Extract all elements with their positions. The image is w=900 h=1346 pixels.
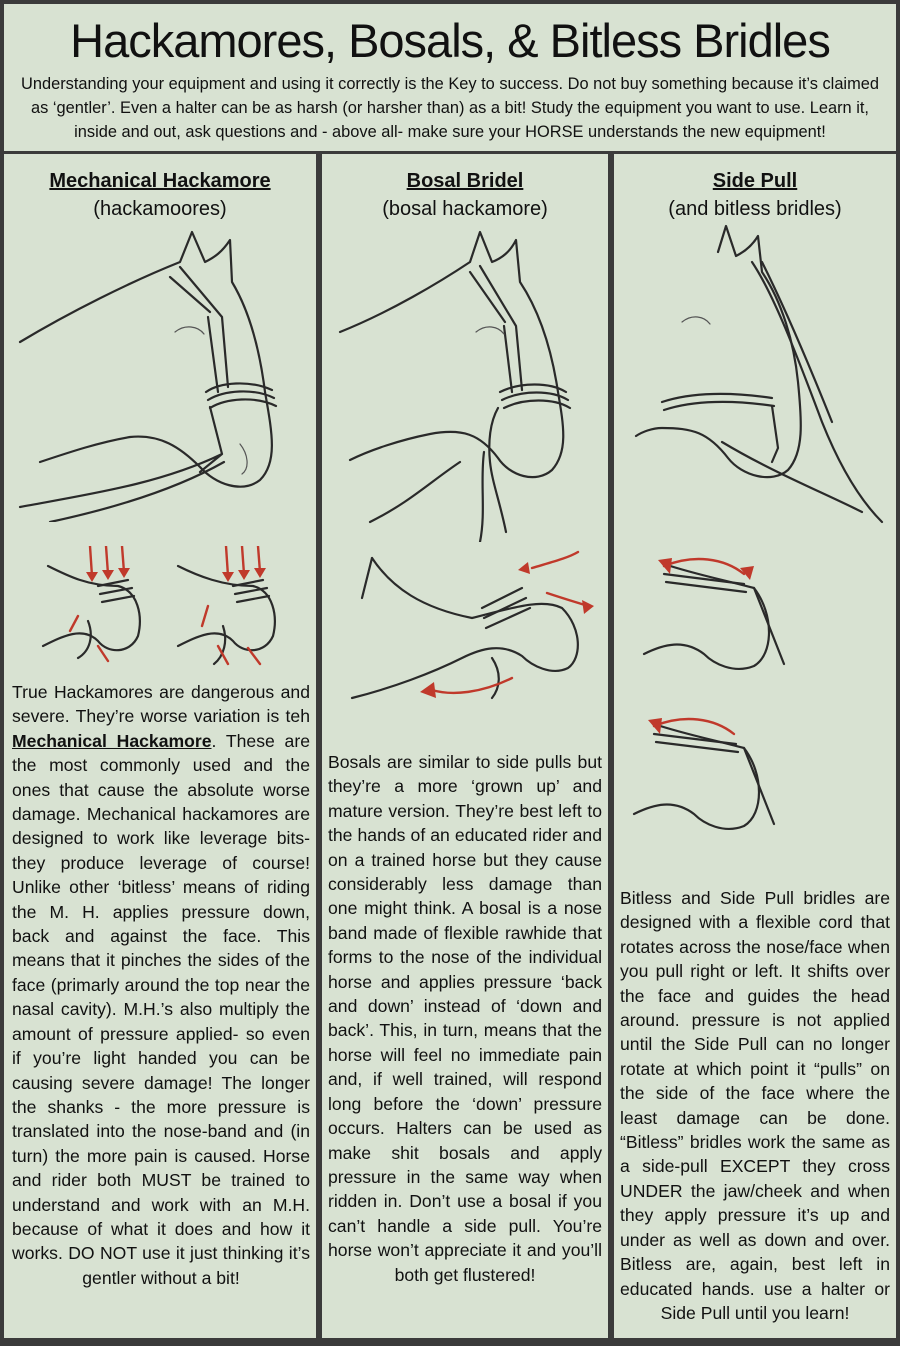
column-heading: Side Pull — [712, 170, 798, 192]
column-subheading: (hackamoores) — [93, 198, 227, 220]
column-subheading: (bosal hackamore) — [382, 198, 548, 220]
hackamore-pressure-diagram — [28, 546, 308, 676]
horse-head-bosal-illustration — [330, 222, 600, 542]
frame-border — [896, 0, 900, 1346]
bosal-pressure-diagram — [332, 548, 602, 748]
body-text-part: True Hackamores are dangerous and severe. They’re worse variation is teh — [12, 682, 310, 727]
column-side-pull — [614, 158, 896, 1338]
frame-border — [0, 1338, 900, 1346]
column-body-text: Bitless and Side Pull bridles are designed with a flexible cord that rotates across the nose/face when you pull right or left. It shifts over the face and guides the head around. pressure is not applied until the Side Pull can no longer rotate at which point it “pulls” on the side of the face where the least damage can be done. “Bitless” bridles work the same as a side-pull EXCEPT they cross UNDER the jaw/cheek and when they apply pressure it’s up and under as well as down and over. Bitless are, again, best left in educated hands. use a halter or Side Pull until you learn! — [620, 888, 890, 1323]
column-mechanical-hackamore — [4, 158, 316, 1338]
column-subheading: (and bitless bridles) — [668, 198, 842, 220]
body-text-part: . These are the most commonly used and the ones that cause the absolute worse damage. Mechanical hackamores are designed to work like leverage bits- they produce leverage of course! Unlike other ‘bitless’ means of riding the M. H. applies pressure down, back and against the face. This means that it pinches the sides of the face (primarly around the top near the nasal cavity). M.H.’s also multiply the amount of pressure applied- so even if you’re light handed you can be causing severe damage! The longer the shanks - the more pressure is translated into the nose-band and (in turn) the more pain is caused. Horse and rider both MUST be trained to understand and work with an M.H. because of what it does and how it works. DO NOT use it just thinking it’s gentler without a bit! — [12, 730, 310, 1288]
column-body-text — [12, 680, 310, 1290]
intro-text: Understanding your equipment and using it correctly is the Key to success. Do not buy something because it’s claimed as ‘gentler’. Even a halter can be as harsh (or harsher than) as a bit! Study the equipment you want to use. Learn it, inside and out, ask questions and - above all- make sure your HORSE understands the new equipment! — [21, 75, 879, 141]
column-bosal-bridle — [322, 158, 608, 1338]
header — [4, 4, 896, 154]
horse-head-side-pull-illustration — [622, 222, 888, 532]
side-pull-pressure-diagram — [624, 544, 890, 870]
column-body-text: Bosals are similar to side pulls but they’re a more ‘grown up’ and mature version. They’re best left to the hands of an educated rider and on a trained horse but they cause considerably less damage than one might think. A bosal is a nose band made of flexible rawhide that forms to the nose of the individual horse and applies pressure ‘back and down’ instead of ‘down and back’. This, in turn, means that the horse will feel no immediate pain and, if well trained, will respond long before the ‘down’ pressure occurs. Halters can be used as make shit bosals and apply pressure in the same way when ridden in. Don’t use a bosal if you can’t handle a side pull. You’re horse won’t appreciate it and you’ll both get flustered! — [328, 752, 602, 1285]
emphasized-term: Mechanical Hackamore — [12, 730, 212, 751]
horse-head-hackamore-illustration — [10, 222, 310, 522]
column-heading: Mechanical Hackamore — [49, 170, 271, 192]
page-title: Hackamores, Bosals, & Bitless Bridles — [70, 14, 830, 67]
column-heading: Bosal Bridel — [406, 170, 524, 192]
